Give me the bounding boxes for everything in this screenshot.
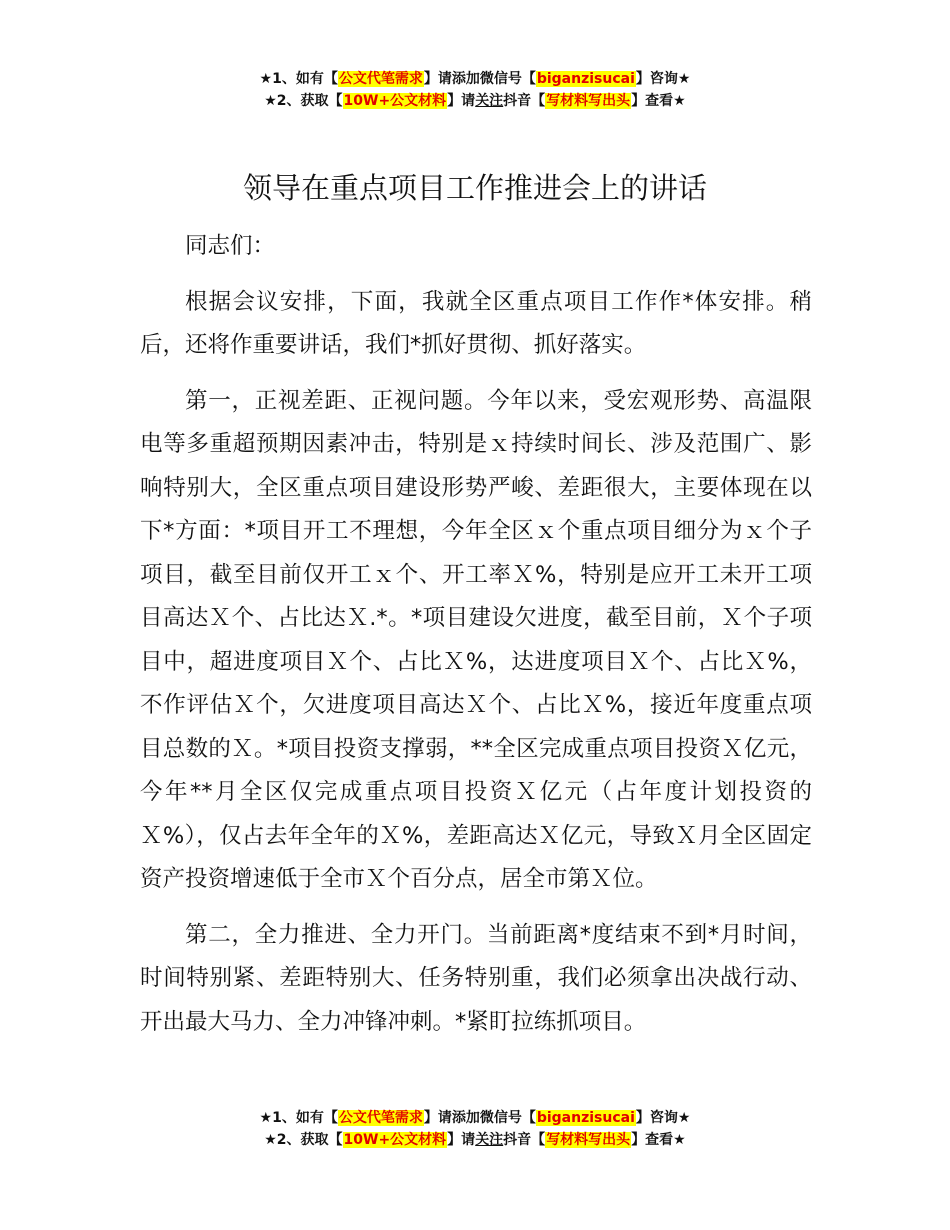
banner-highlight: 公文代笔需求 xyxy=(338,1110,423,1126)
banner-underlined-text: 关注 xyxy=(475,93,504,109)
banner-text: ★2、获取【 xyxy=(264,1132,343,1148)
document-title: 领导在重点项目工作推进会上的讲话 xyxy=(242,171,707,205)
douyin-account-highlight: 写材料写出头 xyxy=(546,93,631,109)
footer-banner-line-2 xyxy=(0,1129,950,1151)
document-body xyxy=(140,225,812,1056)
footer-banner xyxy=(0,1107,950,1151)
header-banner-line-1 xyxy=(0,68,950,90)
banner-text: 】请添加微信号【 xyxy=(423,1110,536,1126)
footer-banner-line-1 xyxy=(0,1107,950,1129)
header-banner-line-2 xyxy=(0,90,950,112)
body-paragraph: 第一，正视差距、正视问题。今年以来，受宏观形势、高温限电等多重超预期因素冲击，特别是ｘ持续时间长、涉及范围广、影响特别大，全区重点项目建设形势严峻、差距很大，主要体现在以下*方面：*项目开工不理想，今年全区ｘ个重点项目细分为ｘ个子项目，截至目前仅开工ｘ个、开工率Ｘ%，特别是应开工未开工项目高达Ｘ个、占比达Ｘ.*。*项目建设欠进度，截至目前，Ｘ个子项目中，超进度项目Ｘ个、占比Ｘ%，达进度项目Ｘ个、占比Ｘ%，不作评估Ｘ个，欠进度项目高达Ｘ个、占比Ｘ%，接近年度重点项目总数的Ｘ。*项目投资支撑弱，**全区完成重点项目投资Ｘ亿元，今年**月全区仅完成重点项目投资Ｘ亿元（占年度计划投资的Ｘ%），仅占去年全年的Ｘ%，差距高达Ｘ亿元，导致Ｘ月全区固定资产投资增速低于全市Ｘ个百分点，居全市第Ｘ位。 xyxy=(140,387,812,892)
banner-text: 】查看★ xyxy=(631,93,686,109)
banner-text: ★1、如有【 xyxy=(259,1110,338,1126)
banner-highlight: 10W+公文材料 xyxy=(343,1132,447,1148)
banner-text: 】咨询★ xyxy=(635,1110,691,1126)
banner-text: 】查看★ xyxy=(631,1132,686,1148)
banner-text: 】请添加微信号【 xyxy=(423,71,536,87)
banner-text: 抖音【 xyxy=(503,1132,546,1148)
body-paragraph: 根据会议安排，下面，我就全区重点项目工作作*体安排。稍后，还将作重要讲话，我们*抓好贯彻、抓好落实。 xyxy=(140,288,812,358)
salutation: 同志们： xyxy=(185,233,276,259)
body-paragraph: 第二，全力推进、全力开门。当前距离*度结束不到*月时间，时间特别紧、差距特别大、任务特别重，我们必须拿出决战行动、开出最大马力、全力冲锋冲刺。*紧盯拉练抓项目。 xyxy=(140,921,812,1035)
banner-text: ★1、如有【 xyxy=(259,71,338,87)
banner-highlight: 公文代笔需求 xyxy=(338,71,423,87)
wechat-id-highlight: biganzisucai xyxy=(536,1110,635,1126)
banner-text: 】请 xyxy=(447,93,476,109)
banner-text: 抖音【 xyxy=(503,93,546,109)
wechat-id-highlight: biganzisucai xyxy=(536,71,635,87)
banner-text: 】咨询★ xyxy=(635,71,691,87)
banner-text: ★2、获取【 xyxy=(264,93,343,109)
douyin-account-highlight: 写材料写出头 xyxy=(546,1132,631,1148)
header-banner xyxy=(0,68,950,112)
banner-highlight: 10W+公文材料 xyxy=(343,93,447,109)
banner-underlined-text: 关注 xyxy=(475,1132,504,1148)
banner-text: 】请 xyxy=(447,1132,476,1148)
